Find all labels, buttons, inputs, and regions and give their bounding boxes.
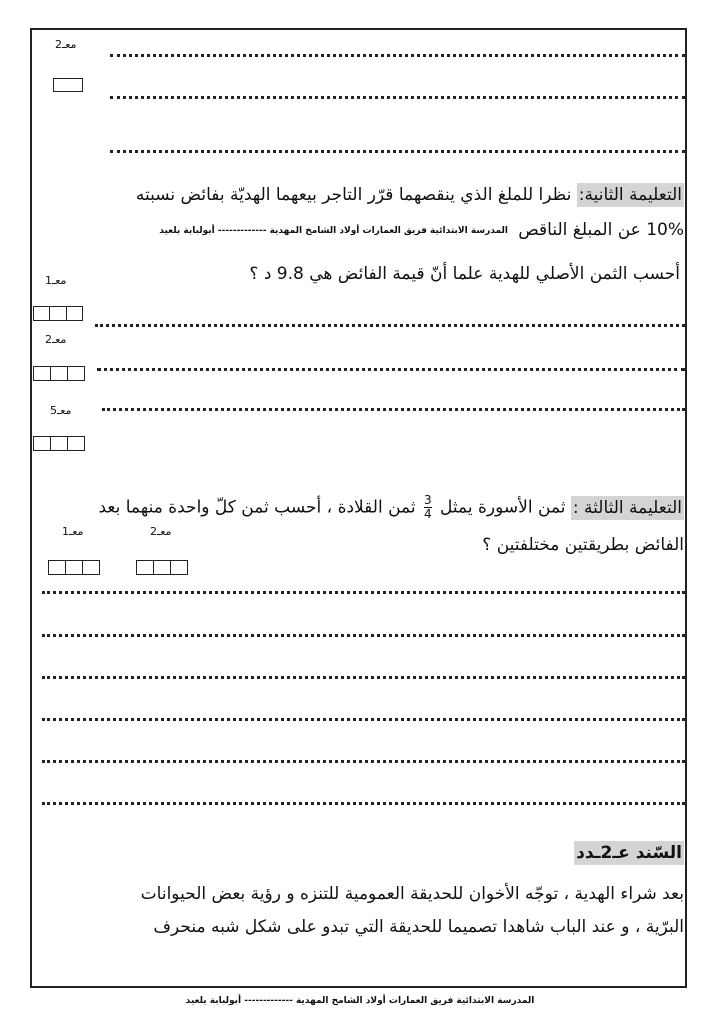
answer-line	[42, 718, 685, 721]
score-boxes	[33, 306, 83, 321]
criterion-label: معـ1	[45, 274, 67, 287]
answer-line	[110, 150, 685, 153]
answer-line	[95, 324, 685, 327]
page-footer: المدرسة الابتدائية فريق العمارات أولاد الشامخ المهدية ------------- أبولبابة بلعيد	[185, 996, 535, 1006]
answer-line	[42, 634, 685, 637]
instruction3-line2: الفائض بطريقتين مختلفتين ؟	[482, 535, 684, 555]
criterion-label: معـ2	[150, 525, 172, 538]
criterion-label: معـ2	[55, 38, 77, 51]
sanad-title: السّند عـ2ـدد	[576, 843, 682, 863]
criterion-label: معـ2	[45, 333, 67, 346]
instruction2-text: نظرا للملغ الذي ينقصهما قرّر التاجر بيعهما الهديّة بفائض نسبته	[135, 185, 572, 205]
instruction3-heading: التعليمة الثالثة :	[572, 497, 682, 518]
instruction3-line1	[98, 494, 684, 521]
answer-line	[110, 54, 685, 57]
sanad-line1: بعد شراء الهدية ، توجّه الأخوان للحديقة العمومية للتنزه و رؤية بعض الحيوانات	[140, 884, 684, 904]
school-watermark: المدرسة الابتدائية فريق العمارات أولاد الشامخ المهدية ------------- أبولبابة بلعيد	[159, 226, 508, 236]
score-boxes	[33, 436, 85, 451]
score-boxes	[33, 366, 85, 381]
answer-line	[97, 368, 685, 371]
instruction2-heading: التعليمة الثانية:	[578, 185, 682, 205]
score-boxes	[48, 560, 100, 575]
fraction: $\frac{3}{4}$	[424, 493, 432, 521]
sanad-line2: البرّية ، و عند الباب شاهدا تصميما للحديقة التي تبدو على شكل شبه منحرف	[153, 917, 684, 937]
instruction3-text-a: ثمن الأسورة يمثل	[440, 497, 566, 518]
answer-line	[42, 676, 685, 679]
instruction2-line1	[136, 185, 684, 205]
answer-line	[42, 802, 685, 805]
answer-line	[110, 96, 685, 99]
score-boxes	[136, 560, 188, 575]
instruction3-text-b: ثمن القلادة ، أحسب ثمن كلّ واحدة منهما بعد	[98, 497, 416, 518]
criterion-label: معـ5	[50, 404, 72, 417]
instruction2-question: أحسب الثمن الأصلي للهدية علما أنّ قيمة الفائض هي 9.8 د ؟	[249, 264, 680, 284]
answer-line	[42, 760, 685, 763]
instruction2-line2: 10% عن المبلغ الناقص	[518, 220, 684, 240]
score-box	[53, 78, 83, 92]
answer-line	[42, 591, 685, 594]
answer-line	[102, 408, 685, 411]
criterion-label: معـ1	[62, 525, 84, 538]
